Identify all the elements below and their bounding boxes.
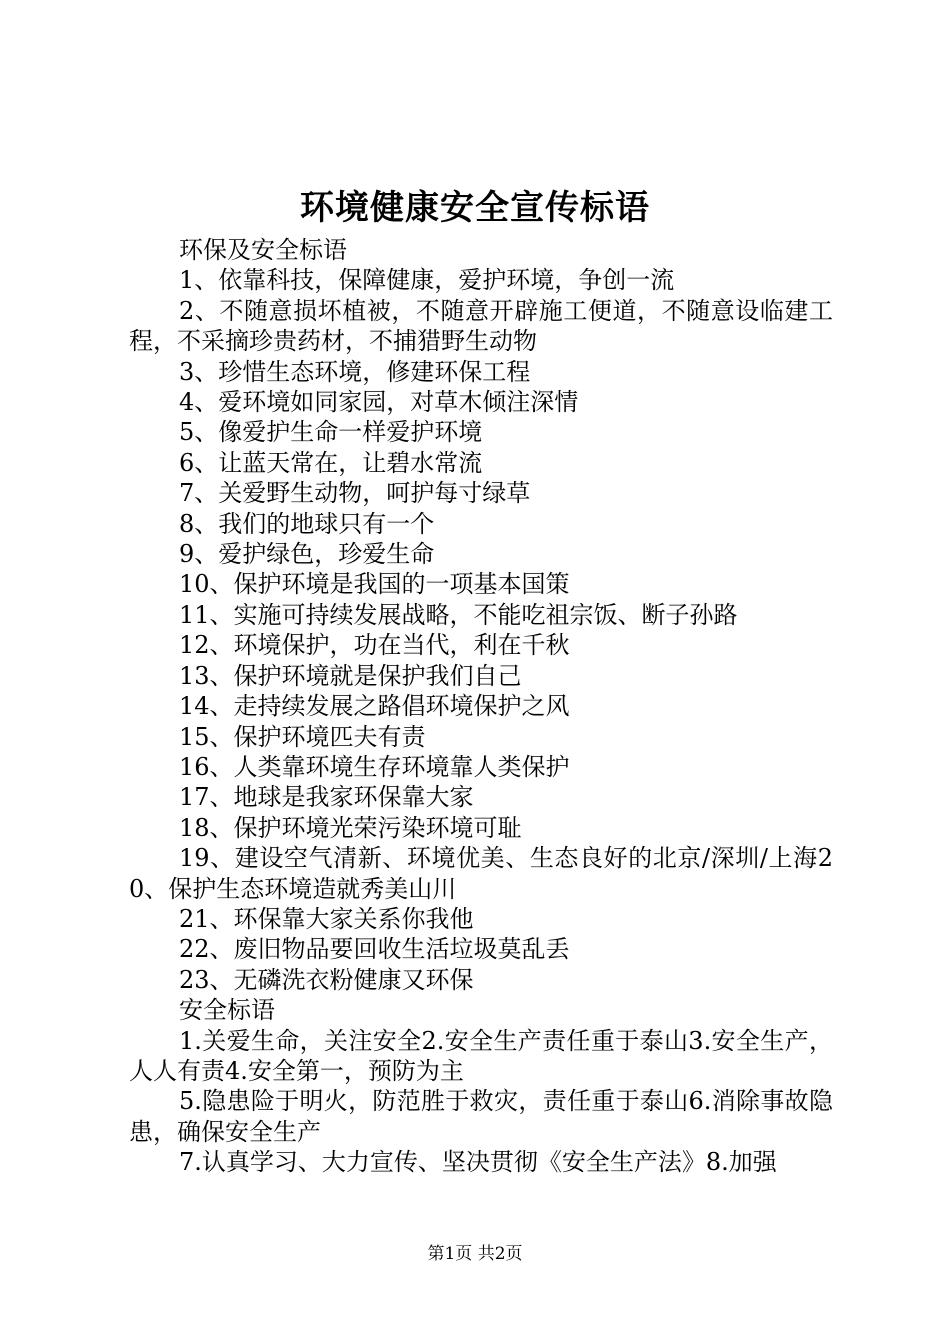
slogan-item: 9、爱护绿色，珍爱生命	[179, 540, 435, 569]
slogan-item: 3、珍惜生态环境，修建环保工程	[179, 357, 531, 386]
slogan-item: 15、保护环境匹夫有责	[179, 722, 426, 751]
slogan-item: 23、无磷洗衣粉健康又环保	[179, 965, 474, 994]
section-heading-safety: 安全标语	[179, 996, 275, 1025]
slogan-item: 1、依靠科技，保障健康，爱护环境，争创一流	[179, 266, 675, 295]
slogan-item: 6、让蓝天常在，让碧水常流	[179, 448, 483, 477]
slogan-item: 7.认真学习、大力宣传、坚决贯彻《安全生产法》8.加强	[179, 1148, 777, 1177]
slogan-item: 1.关爱生命，关注安全2.安全生产责任重于泰山3.安全生产，人人有责4.安全第一，预防为主	[129, 1026, 833, 1085]
section-heading-environment: 环保及安全标语	[179, 236, 347, 264]
slogan-item: 12、环境保护，功在当代，利在千秋	[179, 631, 570, 660]
slogan-item: 8、我们的地球只有一个	[179, 509, 435, 538]
slogan-item: 17、地球是我家环保靠大家	[179, 783, 474, 812]
slogan-item: 11、实施可持续发展战略，不能吃祖宗饭、断子孙路	[179, 600, 738, 629]
slogan-item: 5、像爱护生命一样爱护环境	[179, 418, 483, 447]
slogan-item: 7、关爱野生动物，呵护每寸绿草	[179, 479, 531, 508]
slogan-item: 18、保护环境光荣污染环境可耻	[179, 813, 522, 842]
slogan-item: 10、保护环境是我国的一项基本国策	[179, 570, 570, 599]
document-title: 环境健康安全宣传标语	[300, 188, 650, 228]
slogan-item: 22、废旧物品要回收生活垃圾莫乱丢	[179, 935, 570, 964]
slogan-item: 2、不随意损坏植被，不随意开辟施工便道，不随意设临建工程，不采摘珍贵药材，不捕猎野生动物	[129, 296, 833, 356]
slogan-item: 13、保护环境就是保护我们自己	[179, 661, 522, 690]
slogan-item: 4、爱环境如同家园，对草木倾注深情	[179, 388, 579, 417]
slogan-item: 19、建设空气清新、环境优美、生态良好的北京/深圳/上海20、保护生态环境造就秀美山川	[129, 844, 833, 903]
slogan-item: 16、人类靠环境生存环境靠人类保护	[179, 752, 570, 781]
slogan-item: 21、环保靠大家关系你我他	[179, 904, 474, 933]
slogan-item: 14、走持续发展之路倡环境保护之风	[179, 692, 570, 721]
document-body	[129, 235, 833, 1178]
slogan-item: 5.隐患险于明火，防范胜于救灾，责任重于泰山6.消除事故隐患，确保安全生产	[129, 1087, 833, 1146]
page-footer: 第1页 共2页	[427, 1244, 523, 1264]
